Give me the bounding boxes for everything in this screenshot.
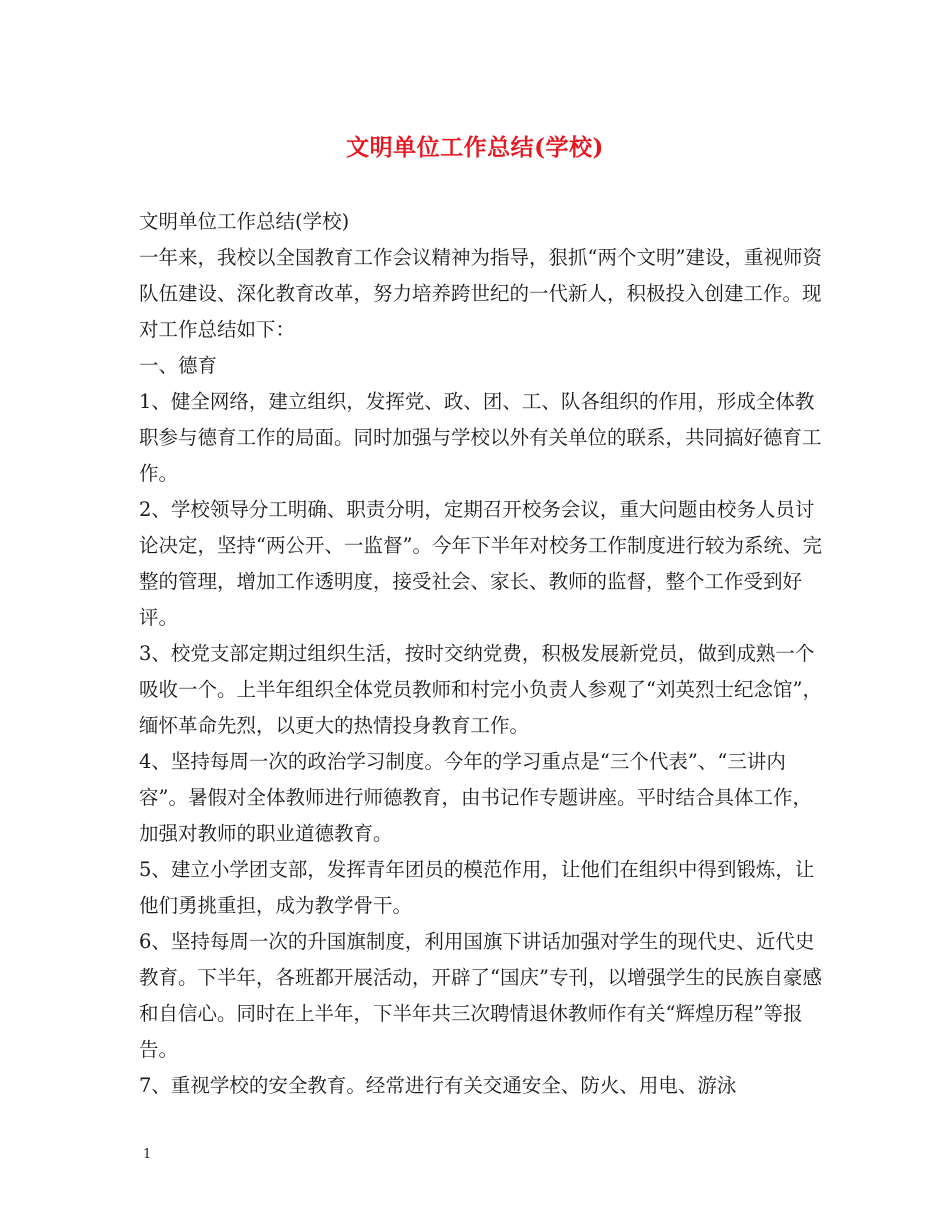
paragraph-subtitle: 文明单位工作总结(学校) — [139, 210, 350, 233]
paragraph-item-1: 1、健全网络，建立组织，发挥党、政、团、工、队各组织的作用，形成全体教职参与德育工作的局面。同时加强与学校以外有关单位的联系，共同搞好德育工作。 — [139, 390, 822, 485]
paragraph-item-7: 7、重视学校的安全教育。经常进行有关交通安全、防火、用电、游泳 — [139, 1074, 737, 1097]
paragraph-item-2: 2、学校领导分工明确、职责分明，定期召开校务会议，重大问题由校务人员讨论决定，坚持“两公开、一监督”。今年下半年对校务工作制度进行较为系统、完整的管理，增加工作透明度，接受社会、家长、教师的监督，整个工作受到好评。 — [139, 498, 822, 629]
paragraph-item-3: 3、校党支部定期过组织生活，按时交纳党费，积极发展新党员，做到成熟一个吸收一个。上半年组织全体党员教师和村完小负责人参观了“刘英烈士纪念馆”，缅怀革命先烈，以更大的热情投身教育工作。 — [139, 642, 822, 737]
page-number: 1 — [143, 1147, 152, 1162]
paragraph-item-6: 6、坚持每周一次的升国旗制度，利用国旗下讲话加强对学生的现代史、近代史教育。下半年，各班都开展活动，开辟了“国庆”专刊，以增强学生的民族自豪感和自信心。同时在上半年，下半年共三次聘情退休教师作有关“辉煌历程”等报告。 — [139, 930, 822, 1061]
document-body — [139, 204, 829, 1104]
paragraph-item-5: 5、建立小学团支部，发挥青年团员的模范作用，让他们在组织中得到锻炼，让他们勇挑重担，成为教学骨干。 — [139, 858, 815, 917]
paragraph-intro: 一年来，我校以全国教育工作会议精神为指导，狠抓“两个文明”建设，重视师资队伍建设、深化教育改革，努力培养跨世纪的一代新人，积极投入创建工作。现对工作总结如下： — [139, 246, 822, 341]
document-title: 文明单位工作总结(学校) — [346, 134, 604, 161]
paragraph-item-4: 4、坚持每周一次的政治学习制度。今年的学习重点是“三个代表”、“三讲内容”。暑假对全体教师进行师德教育，由书记作专题讲座。平时结合具体工作，加强对教师的职业道德教育。 — [139, 750, 812, 845]
section-heading-moral-education: 一、德育 — [139, 354, 218, 377]
